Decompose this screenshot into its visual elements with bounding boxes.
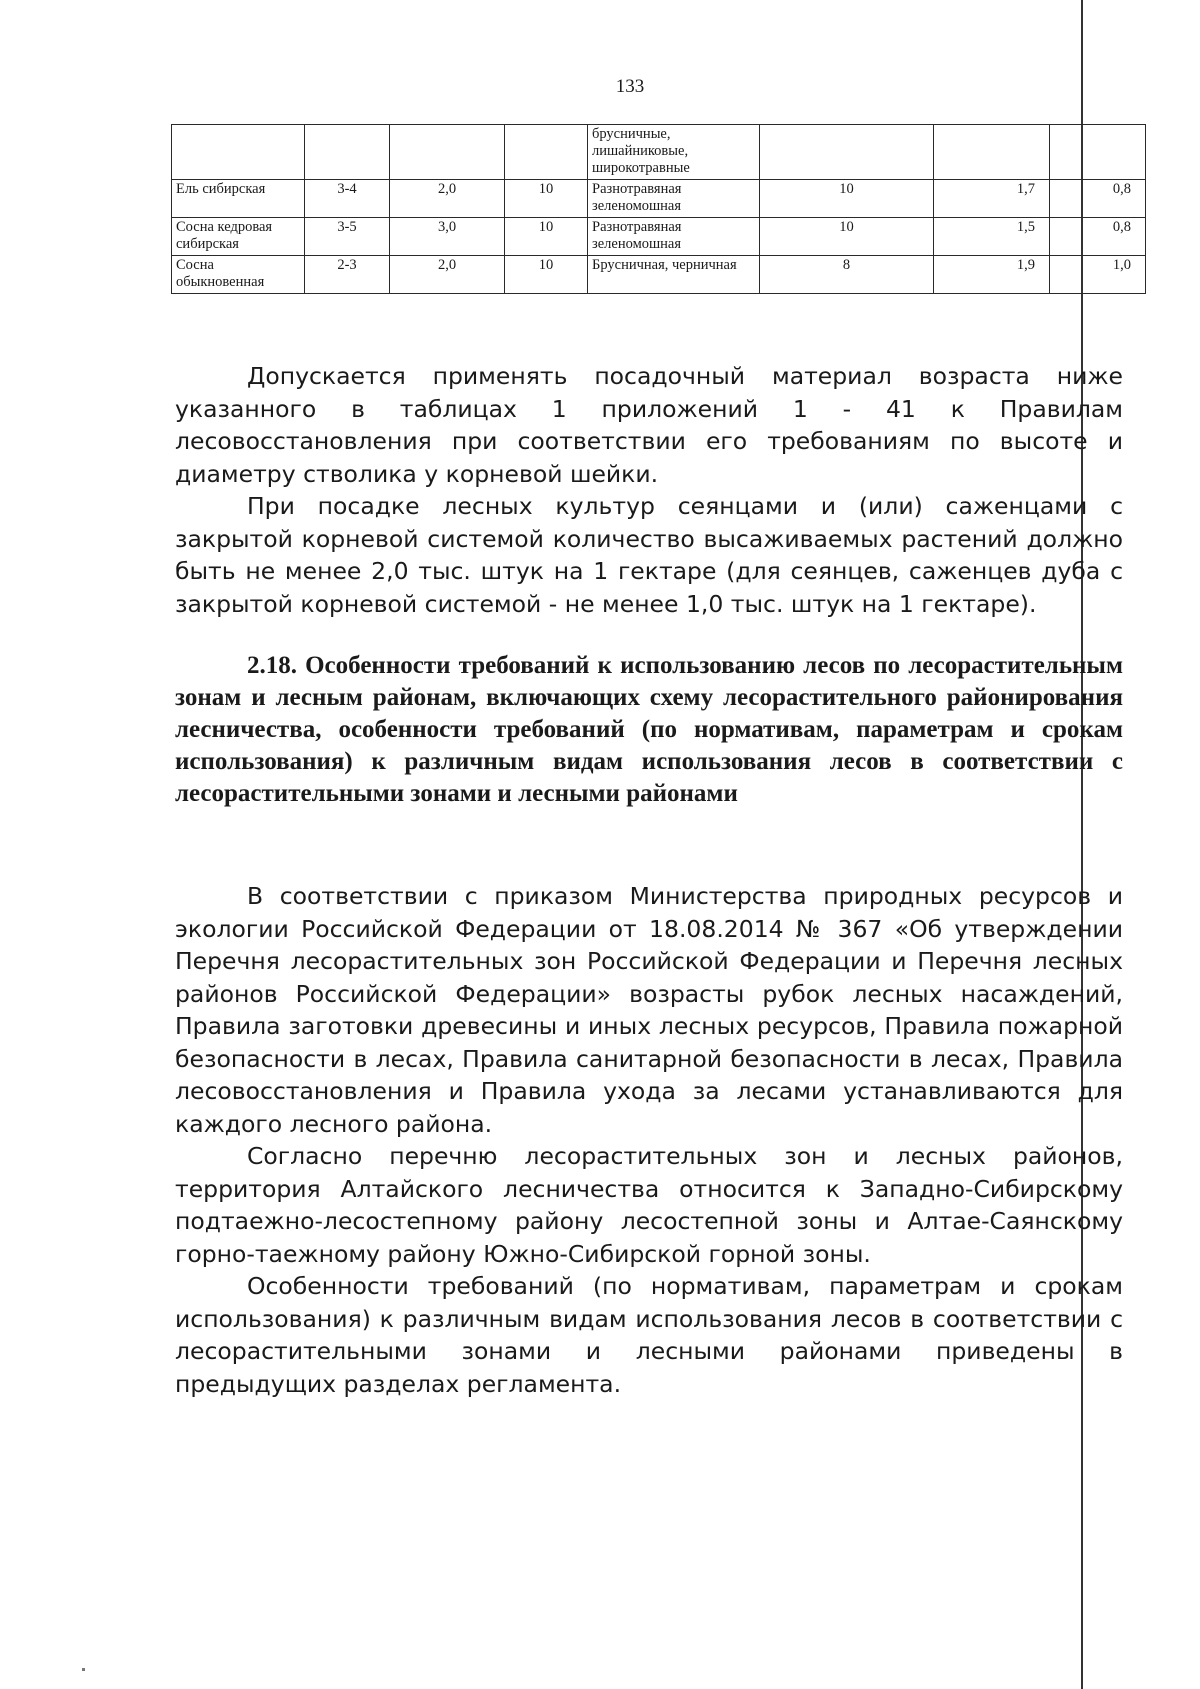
table-cell: [305, 125, 390, 180]
paragraph: Согласно перечню лесорастительных зон и лесных районов, территория Алтайского лесничества относится к Западно-Сибирскому подтаежно-лесостепному району лесостепной зоны и Алтае-Саянскому горно-таежному району Южно-Сибирской горной зоны.: [175, 1142, 1123, 1268]
table-cell: 1,9: [934, 256, 1050, 294]
table-cell: [390, 125, 505, 180]
table-cell: 2,0: [390, 256, 505, 294]
planting-table: [171, 124, 1146, 294]
table-row: [172, 125, 1146, 180]
table-cell: 8: [760, 256, 934, 294]
table-cell: 3-5: [305, 218, 390, 256]
table-cell: 0,8: [1050, 218, 1146, 256]
table-cell: брусничные, лишайниковые, широкотравные: [588, 125, 760, 180]
paragraph: Допускается применять посадочный материал возраста ниже указанного в таблицах 1 приложений 1 - 41 к Правилам лесовосстановления при соответствии его требованиям по высоте и диаметру стволика у корневой шейки.: [175, 362, 1123, 488]
paragraph: Особенности требований (по нормативам, параметрам и срокам использования) к различным видам использования лесов в соответствии с лесорастительными зонами и лесными районами приведены в предыдущих разделах регламента.: [175, 1272, 1123, 1398]
section-heading: 2.18. Особенности требований к использованию лесов по лесорастительным зонам и лесным районам, включающих схему лесорастительного районирования лесничества, особенности требований (по нормативам, параметрам и срокам использования) к различным видам использования лесов в соответствии с лесорастительными зонами и лесными районами: [175, 652, 1123, 807]
table-cell: Сосна кедровая сибирская: [172, 218, 305, 256]
table-cell: [760, 125, 934, 180]
table-cell: Разнотравяная зеленомошная: [588, 218, 760, 256]
table-cell: 10: [505, 256, 588, 294]
table-cell: 1,5: [934, 218, 1050, 256]
paragraph: В соответствии с приказом Министерства природных ресурсов и экологии Российской Федерации от 18.08.2014 № 367 «Об утверждении Перечня лесорастительных зон Российской Федерации и Перечня лесных районов Российской Федерации» возрасты рубок лесных насаждений, Правила заготовки древесины и иных лесных ресурсов, Правила пожарной безопасности в лесах, Правила санитарной безопасности в лесах, Правила лесовосстановления и Правила ухода за лесами устанавливаются для каждого лесного района.: [175, 882, 1123, 1138]
table-cell: [172, 125, 305, 180]
scan-speck: [82, 1668, 85, 1671]
body-text-top: [175, 360, 1123, 620]
table-cell: 10: [760, 218, 934, 256]
table-cell: 10: [505, 180, 588, 218]
table-cell: [505, 125, 588, 180]
table-cell: 1,0: [1050, 256, 1146, 294]
table-cell: Сосна обыкновенная: [172, 256, 305, 294]
table-cell: 3-4: [305, 180, 390, 218]
page-number: 133: [615, 76, 645, 97]
table-row: [172, 180, 1146, 218]
table-cell: 10: [505, 218, 588, 256]
table-cell: Разнотравяная зеленомошная: [588, 180, 760, 218]
table-cell: Брусничная, черничная: [588, 256, 760, 294]
table-row: [172, 218, 1146, 256]
table-cell: 2-3: [305, 256, 390, 294]
table-row: [172, 256, 1146, 294]
table-cell: 10: [760, 180, 934, 218]
paragraph: При посадке лесных культур сеянцами и (или) саженцами с закрытой корневой системой количество высаживаемых растений должно быть не менее 2,0 тыс. штук на 1 гектаре (для сеянцев, саженцев дуба с закрытой корневой системой - не менее 1,0 тыс. штук на 1 гектаре).: [175, 492, 1123, 618]
table-cell: Ель сибирская: [172, 180, 305, 218]
table-cell: 0,8: [1050, 180, 1146, 218]
table-cell: 2,0: [390, 180, 505, 218]
body-text-bottom: [175, 880, 1123, 1400]
table-cell: 3,0: [390, 218, 505, 256]
table-cell: 1,7: [934, 180, 1050, 218]
table-cell: [1050, 125, 1146, 180]
table-cell: [934, 125, 1050, 180]
